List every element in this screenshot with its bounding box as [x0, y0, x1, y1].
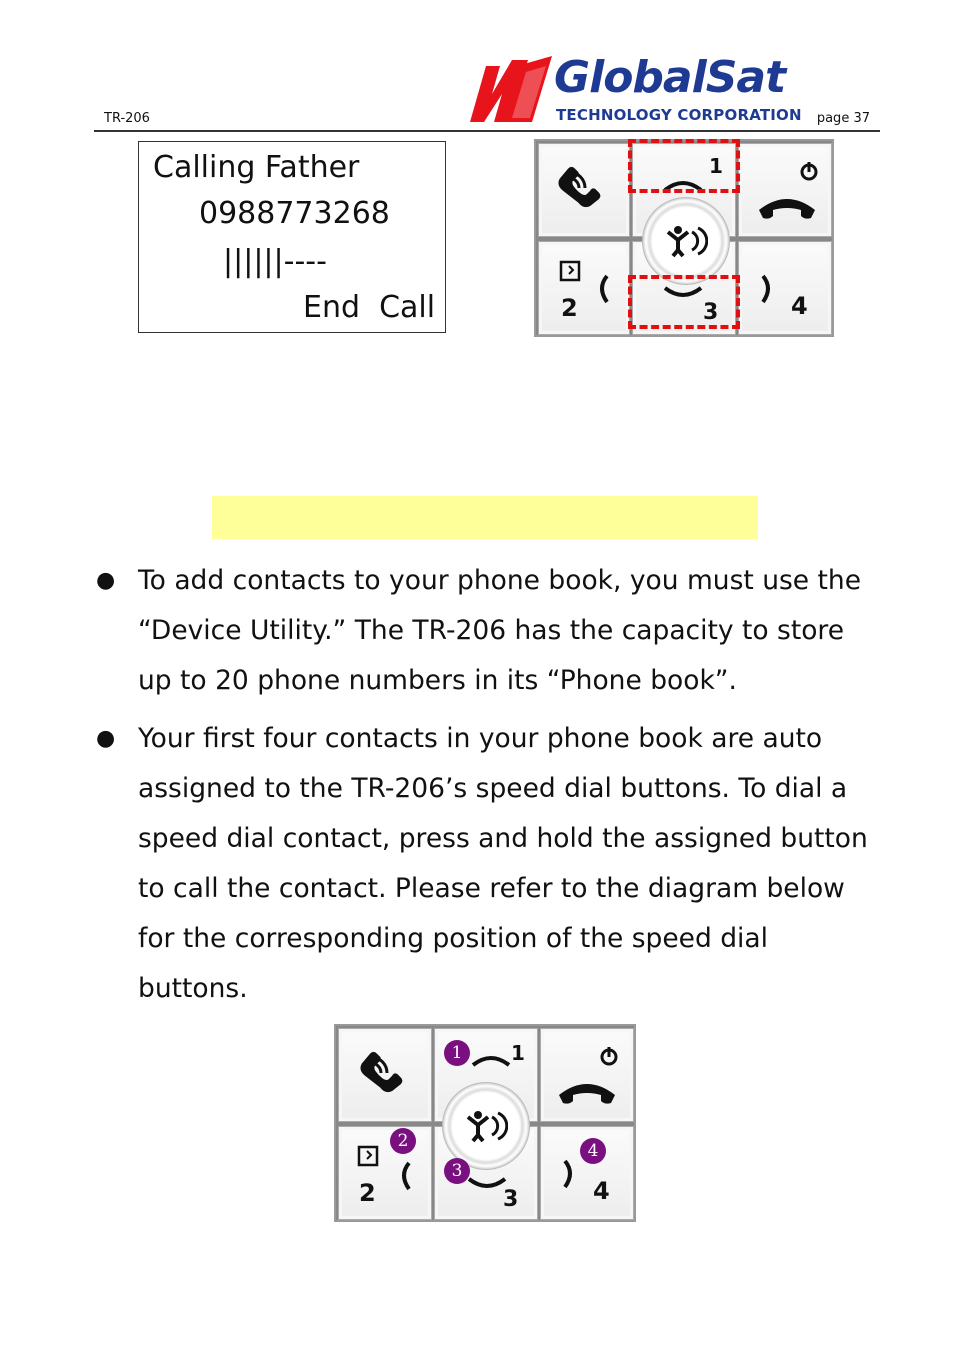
bullet-icon: ●: [96, 726, 116, 751]
speed-dial-1-label: 1: [511, 1041, 525, 1065]
sos-button: [442, 1082, 530, 1170]
left-key: [338, 1126, 432, 1220]
speed-dial-2-label: 2: [561, 294, 578, 322]
lcd-phone-number: 0988773268: [199, 196, 390, 231]
down-key-highlight: [628, 275, 740, 329]
globalsat-n-mark-icon: [466, 54, 556, 124]
speed-dial-3-label: 3: [503, 1187, 519, 1212]
page-header: [94, 50, 880, 132]
speed-dial-marker-2: 2: [390, 1128, 416, 1154]
end-power-key: [540, 1028, 634, 1122]
call-key: [538, 143, 630, 237]
document-id: TR-206: [104, 111, 150, 126]
speed-dial-4-label: 4: [593, 1177, 610, 1205]
lcd-screen: [138, 141, 446, 333]
speed-dial-2-label: 2: [359, 1179, 376, 1207]
logo-wordmark: GlobalSat: [554, 52, 786, 103]
phone-call-icon: [539, 144, 631, 238]
bullet-text-speed-dial: Your first four contacts in your phone book are auto assigned to the TR-206’s speed dial buttons. To dial a speed dial contact, press and hold the assigned button to call the contact. Please refer to the diagram below for the corresponding position of the speed dial buttons.: [138, 723, 868, 1004]
speed-dial-marker-4: 4: [580, 1138, 606, 1164]
end-call-power-icon: [541, 1029, 635, 1123]
globalsat-logo: [466, 54, 811, 124]
sos-person-icon: [664, 224, 708, 258]
list-item: [96, 556, 886, 706]
right-key: [738, 241, 832, 335]
phonebook-chevron-left-icon: [539, 242, 631, 336]
bullet-icon: ●: [96, 568, 116, 593]
end-call-power-icon: [739, 144, 833, 238]
list-item: [96, 714, 886, 1014]
sos-button: [642, 197, 730, 285]
chevron-right-icon: [739, 242, 833, 336]
phone-call-icon: [339, 1029, 433, 1123]
bullet-text-phonebook: To add contacts to your phone book, you must use the “Device Utility.” The TR-206 has the capacity to store up to 20 phone numbers in its “Phone book”.: [138, 565, 862, 696]
lcd-end-call-softkey: End Call: [303, 290, 436, 325]
lcd-caller-line: Calling Father: [153, 150, 360, 185]
phonebook-chevron-left-icon: [339, 1127, 433, 1221]
lcd-signal-bar: ||||||----: [223, 244, 327, 279]
call-key: [338, 1028, 432, 1122]
logo-subtitle: TECHNOLOGY CORPORATION: [556, 106, 802, 124]
speed-dial-1-label: 1: [709, 154, 723, 178]
keypad-diagram-top: [534, 139, 834, 337]
sos-person-icon: [464, 1109, 508, 1143]
section-heading-highlight: [212, 496, 758, 539]
up-key-highlight: [628, 139, 740, 193]
left-key: [538, 241, 630, 335]
speed-dial-4-label: 4: [791, 292, 808, 320]
instruction-list: [96, 556, 886, 1022]
speed-dial-3-label: 3: [703, 300, 719, 325]
end-power-key: [738, 143, 832, 237]
page-number: page 37: [816, 111, 870, 126]
speed-dial-marker-1: 1: [444, 1040, 470, 1066]
keypad-diagram-bottom: [334, 1024, 636, 1222]
speed-dial-marker-3: 3: [444, 1158, 470, 1184]
